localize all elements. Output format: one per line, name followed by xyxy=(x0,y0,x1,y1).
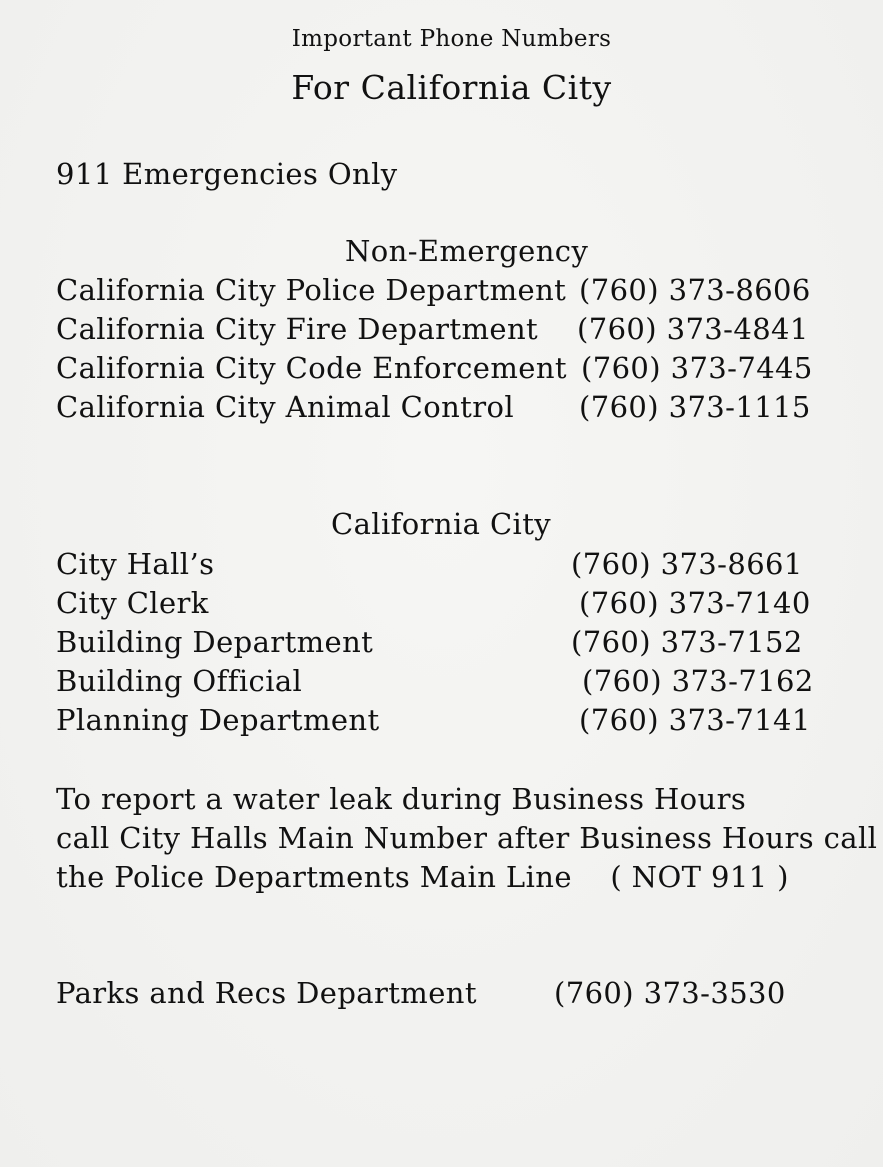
contact-name: City Hall’s xyxy=(56,547,215,581)
city-heading: California City xyxy=(331,507,552,541)
phone-number: (760) 373-7445 xyxy=(581,351,813,385)
city-row xyxy=(56,585,856,621)
phone-number: (760) 373-7141 xyxy=(579,703,811,737)
contact-name: Building Official xyxy=(56,664,303,698)
city-row xyxy=(56,546,856,582)
phone-number: (760) 373-7162 xyxy=(582,664,814,698)
page-title: For California City xyxy=(291,68,612,107)
phone-number: (760) 373-7152 xyxy=(571,625,803,659)
phone-number: (760) 373-8661 xyxy=(571,547,803,581)
non-emergency-row xyxy=(56,350,856,386)
contact-name: California City Fire Department xyxy=(56,312,539,346)
city-row xyxy=(56,624,856,660)
contact-name: City Clerk xyxy=(56,586,209,620)
city-row xyxy=(56,702,856,738)
contact-name: California City Police Department xyxy=(56,273,567,307)
non-emergency-row xyxy=(56,389,856,425)
phone-number: (760) 373-7140 xyxy=(579,586,811,620)
emergency-line: 911 Emergencies Only xyxy=(56,157,398,191)
water-leak-line: call City Halls Main Number after Business Hours call xyxy=(56,821,878,855)
contact-name: California City Code Enforcement xyxy=(56,351,567,385)
page-subtitle: Important Phone Numbers xyxy=(291,26,612,52)
non-emergency-row xyxy=(56,272,856,308)
phone-number: (760) 373-8606 xyxy=(579,273,811,307)
city-row xyxy=(56,663,856,699)
phone-number: (760) 373-1115 xyxy=(579,390,811,424)
non-emergency-heading: Non-Emergency xyxy=(345,234,589,268)
contact-name: Planning Department xyxy=(56,703,380,737)
contact-name: Building Department xyxy=(56,625,374,659)
contact-name: California City Animal Control xyxy=(56,390,515,424)
water-leak-line: the Police Departments Main Line ( NOT 911 ) xyxy=(56,860,789,894)
contact-name: Parks and Recs Department xyxy=(56,976,477,1010)
phone-number: (760) 373-4841 xyxy=(577,312,809,346)
non-emergency-row xyxy=(56,311,856,347)
water-leak-line: To report a water leak during Business Hours xyxy=(56,782,747,816)
phone-number: (760) 373-3530 xyxy=(554,976,786,1010)
parks-row xyxy=(56,975,856,1011)
